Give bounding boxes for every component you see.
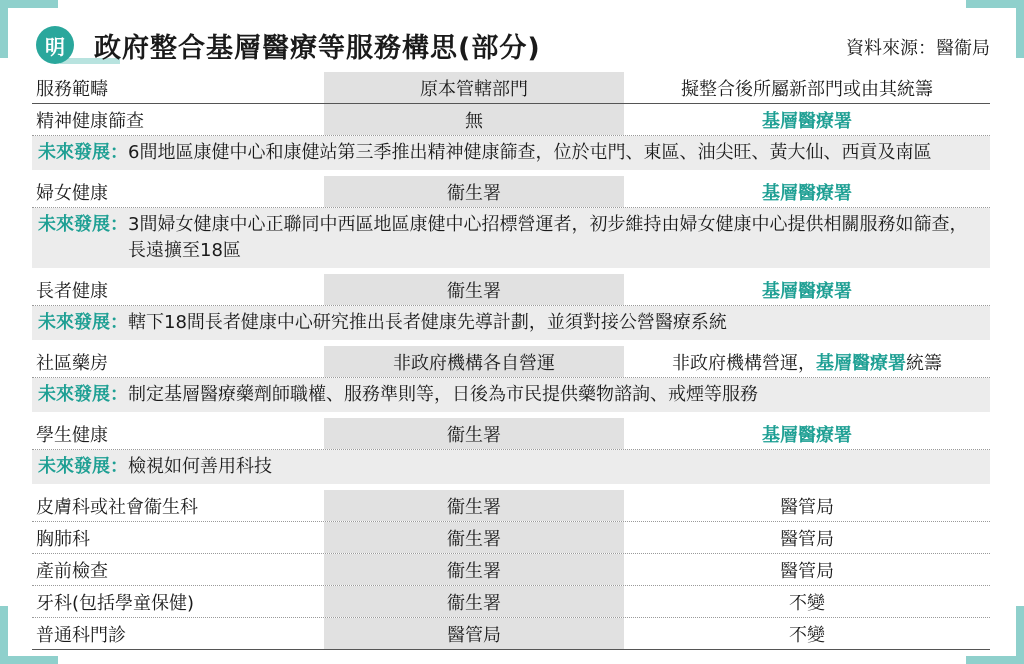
future-label: 未來發展： — [38, 384, 128, 405]
service-name: 婦女健康 — [36, 182, 108, 204]
original-department: 衞生署 — [324, 522, 624, 553]
page-header — [30, 18, 996, 68]
table-row — [32, 176, 990, 208]
original-department: 衞生署 — [324, 274, 624, 305]
future-label: 未來發展： — [38, 456, 128, 477]
new-department — [624, 277, 990, 303]
new-department-name: 基層醫療署 — [762, 280, 852, 302]
column-header-new: 擬整合後所屬新部門或由其統籌 — [681, 78, 933, 100]
new-department: 醫管局 — [780, 560, 834, 582]
new-department: 不變 — [789, 592, 825, 614]
future-text: 3間婦女健康中心正聯同中西區地區康健中心招標營運者，初步維持由婦女健康中心提供相關服務如篩查，長遠擴至18區 — [128, 214, 968, 261]
service-name: 產前檢查 — [36, 560, 108, 582]
table-row — [32, 522, 990, 554]
corner-decoration — [1016, 606, 1024, 664]
future-text: 制定基層醫療藥劑師職權、服務準則等，日後為市民提供藥物諮詢、戒煙等服務 — [128, 384, 758, 405]
new-department-name: 基層醫療署 — [762, 424, 852, 446]
future-development-note — [32, 306, 990, 340]
column-header-original: 原本管轄部門 — [324, 72, 624, 103]
source-note: 資料來源：醫衞局 — [846, 38, 990, 59]
service-name: 長者健康 — [36, 280, 108, 302]
new-department: 不變 — [789, 624, 825, 646]
original-department: 無 — [324, 104, 624, 135]
future-development-note — [32, 450, 990, 484]
original-department: 衞生署 — [324, 176, 624, 207]
new-department: 醫管局 — [780, 528, 834, 550]
new-department — [624, 421, 990, 447]
service-name: 胸肺科 — [36, 528, 90, 550]
future-label: 未來發展： — [38, 214, 128, 235]
service-name: 皮膚科或社會衞生科 — [36, 496, 198, 518]
table-row — [32, 274, 990, 306]
future-development-note — [32, 378, 990, 412]
service-name: 精神健康篩查 — [36, 110, 144, 132]
new-department — [624, 349, 990, 375]
original-department: 非政府機構各自營運 — [324, 346, 624, 377]
original-department: 衞生署 — [324, 418, 624, 449]
corner-decoration — [1016, 0, 1024, 58]
new-department — [624, 107, 990, 133]
newspaper-logo: 明 — [36, 26, 74, 64]
table-header-row — [32, 72, 990, 104]
service-name: 社區藥房 — [36, 352, 108, 374]
table-row — [32, 490, 990, 522]
services-table — [32, 72, 990, 650]
table-row — [32, 586, 990, 618]
future-text: 檢視如何善用科技 — [128, 456, 272, 477]
column-header-service: 服務範疇 — [36, 78, 108, 100]
table-row — [32, 346, 990, 378]
new-department-name: 基層醫療署 — [762, 110, 852, 132]
new-department-name: 基層醫療署 — [816, 352, 906, 374]
original-department: 衞生署 — [324, 490, 624, 521]
original-department: 衞生署 — [324, 586, 624, 617]
service-name: 普通科門診 — [36, 624, 126, 646]
future-development-note — [32, 208, 990, 268]
original-department: 醫管局 — [324, 618, 624, 649]
future-text: 6間地區康健中心和康健站第三季推出精神健康篩查，位於屯門、東區、油尖旺、黃大仙、西貢及南區 — [128, 142, 932, 163]
table-row — [32, 418, 990, 450]
page-title: 政府整合基層醫療等服務構思(部分) — [94, 33, 541, 64]
service-name: 學生健康 — [36, 424, 108, 446]
corner-decoration — [0, 0, 58, 8]
new-department-suffix: 統籌 — [906, 352, 942, 374]
corner-decoration — [0, 0, 8, 58]
service-name: 牙科(包括學童保健) — [36, 592, 195, 614]
new-department-prefix: 非政府機構營運， — [672, 352, 816, 374]
table-row — [32, 554, 990, 586]
new-department: 醫管局 — [780, 496, 834, 518]
new-department-name: 基層醫療署 — [762, 182, 852, 204]
future-text: 轄下18間長者健康中心研究推出長者健康先導計劃，並須對接公營醫療系統 — [128, 312, 727, 333]
future-development-note — [32, 136, 990, 170]
future-label: 未來發展： — [38, 142, 128, 163]
table-row — [32, 104, 990, 136]
new-department — [624, 179, 990, 205]
table-row — [32, 618, 990, 650]
corner-decoration — [0, 656, 58, 664]
original-department: 衞生署 — [324, 554, 624, 585]
corner-decoration — [0, 606, 8, 664]
future-label: 未來發展： — [38, 312, 128, 333]
